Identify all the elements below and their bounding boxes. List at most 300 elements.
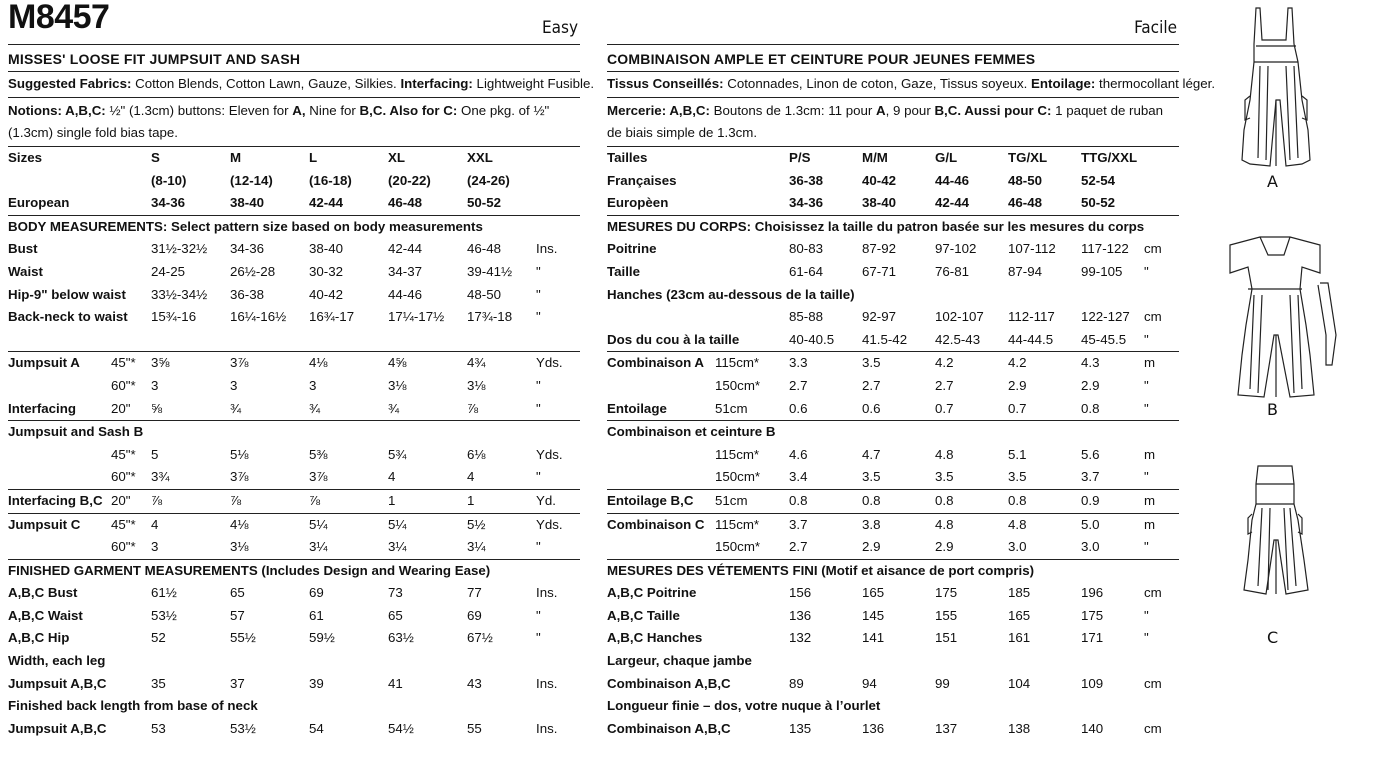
header-row <box>8 0 580 45</box>
value-cell: 117-122 <box>1081 241 1129 257</box>
table-row <box>8 352 580 375</box>
value-cell: 43 <box>467 675 482 691</box>
fabric-width: 150cm* <box>715 536 789 559</box>
value-cell: 171 <box>1081 630 1104 646</box>
value-cell: 44-46 <box>388 286 423 302</box>
value-cell: 42.5-43 <box>935 329 1008 352</box>
table-row <box>607 147 1179 170</box>
row-label <box>607 536 715 559</box>
fabric-width <box>111 627 151 650</box>
table-row <box>8 582 580 605</box>
row-label <box>8 444 111 467</box>
row-label <box>8 329 111 352</box>
unit-cell: " <box>1144 329 1179 352</box>
row-label: A,B,C Taille <box>607 607 680 623</box>
value-cell: 61 <box>309 607 324 623</box>
value-cell: 175 <box>1081 607 1104 623</box>
value-cell: 0.8 <box>862 489 935 513</box>
value-cell: (24-26) <box>467 172 510 188</box>
unit-cell: " <box>1144 263 1149 279</box>
value-cell: 0.7 <box>935 398 1008 421</box>
row-label: Bust <box>8 241 38 257</box>
row-label <box>607 306 715 329</box>
table-row <box>8 466 580 489</box>
table-row <box>607 306 1179 329</box>
value-cell: 3.4 <box>789 466 862 489</box>
value-cell: 17¾-18 <box>467 309 513 325</box>
value-cell: S <box>151 150 160 165</box>
value-cell: 156 <box>789 585 812 601</box>
unit-cell: " <box>1144 630 1149 646</box>
unit-cell <box>1144 192 1179 215</box>
value-cell: L <box>309 150 318 165</box>
value-cell: 45-45.5 <box>1081 329 1144 352</box>
unit-cell: cm <box>1144 585 1162 601</box>
table-row <box>8 627 580 650</box>
value-cell: 0.9 <box>1081 489 1144 513</box>
fabric-width <box>715 170 789 193</box>
value-cell: 42-44 <box>309 192 388 215</box>
table-row <box>607 170 1179 193</box>
table-row <box>8 536 580 559</box>
unit-cell: " <box>1144 536 1179 559</box>
value-cell: 3.7 <box>1081 466 1144 489</box>
row-label: Jumpsuit A <box>8 355 80 371</box>
value-cell: 54 <box>309 720 324 736</box>
unit-cell: " <box>536 536 580 559</box>
view-c-drawing-icon <box>1190 460 1380 640</box>
value-cell: 4 <box>388 466 467 489</box>
value-cell: (12-14) <box>230 172 273 188</box>
value-cell: 63½ <box>388 630 414 646</box>
table-row <box>8 215 580 238</box>
unit-cell: Ins. <box>536 720 558 736</box>
value-cell: (8-10) <box>151 172 187 188</box>
table-row <box>607 192 1179 215</box>
fabric-width: 51cm <box>715 398 789 421</box>
value-cell: 136 <box>862 720 885 736</box>
row-label: Combinaison C <box>607 516 705 532</box>
row-label: Françaises <box>607 172 677 188</box>
fabric-width <box>715 306 789 329</box>
value-cell: 4 <box>467 466 536 489</box>
table-row <box>607 466 1179 489</box>
value-cell: ¾ <box>230 398 309 421</box>
value-cell: 53 <box>151 720 166 736</box>
difficulty-level: Easy <box>541 18 578 38</box>
value-cell: 5.0 <box>1081 516 1100 532</box>
measurements-table-fr <box>607 147 1179 740</box>
view-b-drawing-icon <box>1190 225 1380 435</box>
table-row <box>607 605 1179 628</box>
fabric-width <box>715 192 789 215</box>
fabric-width <box>111 718 151 741</box>
table-row <box>8 605 580 628</box>
value-cell: 65 <box>230 585 245 601</box>
row-label: Tailles <box>607 150 648 165</box>
fabric-width: 150cm* <box>715 466 789 489</box>
value-cell: 36-38 <box>789 172 824 188</box>
value-cell <box>467 329 536 352</box>
value-cell: 2.7 <box>789 377 808 393</box>
value-cell: 55 <box>467 720 482 736</box>
value-cell: 44-44.5 <box>1008 329 1081 352</box>
value-cell: 132 <box>789 630 812 646</box>
table-row <box>607 352 1179 375</box>
unit-cell: " <box>536 607 541 623</box>
unit-cell: " <box>536 377 541 393</box>
value-cell: 3.0 <box>1081 536 1144 559</box>
unit-cell: " <box>536 263 541 279</box>
value-cell: TTG/XXL <box>1081 150 1138 165</box>
table-row <box>8 147 580 170</box>
value-cell: G/L <box>935 150 958 165</box>
row-label: Poitrine <box>607 241 657 257</box>
table-row <box>8 238 580 261</box>
unit-cell: " <box>536 630 541 646</box>
unit-cell: cm <box>1144 309 1162 325</box>
value-cell: (20-22) <box>388 172 431 188</box>
view-a-label: A <box>1267 172 1278 191</box>
value-cell: ⅞ <box>230 489 309 513</box>
unit-cell: cm <box>1144 241 1162 257</box>
value-cell: 3⅝ <box>151 355 170 371</box>
value-cell: 77 <box>467 585 482 601</box>
row-label: A,B,C Poitrine <box>607 585 697 601</box>
value-cell: 4.8 <box>935 516 954 532</box>
pattern-title: MISSES' LOOSE FIT JUMPSUIT AND SASH <box>8 45 580 72</box>
value-cell: 0.8 <box>1081 398 1144 421</box>
value-cell: 42-44 <box>388 241 423 257</box>
table-row <box>607 329 1179 352</box>
difficulty-level-fr: Facile <box>1134 18 1177 38</box>
value-cell: 69 <box>467 607 482 623</box>
unit-cell: " <box>536 466 580 489</box>
value-cell: 3⅞ <box>230 466 309 489</box>
row-label <box>8 375 111 398</box>
value-cell: M/M <box>862 150 888 165</box>
fabric-width <box>111 673 151 696</box>
value-cell: 3.5 <box>1008 466 1081 489</box>
fabric-width <box>715 147 789 170</box>
value-cell: 104 <box>1008 675 1031 691</box>
pattern-code: M8457 <box>8 0 110 36</box>
unit-cell: " <box>1144 466 1179 489</box>
suggested-fabrics: Suggested Fabrics: Cotton Blends, Cotton Lawn, Gauze, Silkies. Interfacing: Lightweight Fusible. <box>8 72 580 98</box>
table-row <box>607 627 1179 650</box>
value-cell: 3.5 <box>935 466 1008 489</box>
fabric-width: 60"* <box>111 536 151 559</box>
value-cell: 53½ <box>230 720 256 736</box>
row-label: Combinaison A,B,C <box>607 675 731 691</box>
value-cell: 61½ <box>151 585 177 601</box>
section-heading: MESURES DES VÉTEMENTS FINI (Motif et aisance de port compris) <box>607 562 1035 578</box>
unit-cell <box>536 329 580 352</box>
value-cell: 48-50 <box>467 286 502 302</box>
row-label: European <box>8 192 111 215</box>
row-label: A,B,C Bust <box>8 585 78 601</box>
unit-cell: Yd. <box>536 489 580 513</box>
unit-cell: " <box>536 286 541 302</box>
value-cell: 5¼ <box>309 516 328 532</box>
value-cell: 4⅝ <box>388 355 407 371</box>
value-cell: 112-117 <box>1008 309 1055 325</box>
value-cell: 4.3 <box>1081 355 1100 371</box>
section-heading: MESURES DU CORPS: Choisissez la taille du patron basée sur les mesures du corps <box>607 218 1145 234</box>
value-cell: (16-18) <box>309 172 352 188</box>
value-cell: 39 <box>309 675 324 691</box>
row-label <box>607 375 715 398</box>
value-cell: XXL <box>467 150 493 165</box>
value-cell: XL <box>388 150 405 165</box>
value-cell: 2.9 <box>1081 377 1100 393</box>
table-row <box>607 284 1179 307</box>
unit-cell: m <box>1144 446 1156 462</box>
value-cell: 44-46 <box>935 172 970 188</box>
value-cell: 55½ <box>230 630 256 646</box>
section-heading: Largeur, chaque jambe <box>607 653 752 669</box>
table-row <box>607 421 1179 444</box>
value-cell: 185 <box>1008 585 1031 601</box>
value-cell: 41.5-42 <box>862 329 935 352</box>
unit-cell: m <box>1144 489 1179 513</box>
row-label: Jumpsuit C <box>8 516 81 532</box>
value-cell: 4⅛ <box>230 516 249 532</box>
value-cell: 3.8 <box>862 516 881 532</box>
value-cell: 4.2 <box>935 355 954 371</box>
unit-cell: cm <box>1144 720 1162 736</box>
table-row <box>8 170 580 193</box>
value-cell: 3¼ <box>309 536 388 559</box>
row-label: Combinaison A,B,C <box>607 720 731 736</box>
value-cell: 69 <box>309 585 324 601</box>
value-cell: 41 <box>388 675 403 691</box>
value-cell: 5½ <box>467 516 486 532</box>
value-cell: 67½ <box>467 630 493 646</box>
table-row <box>607 559 1179 582</box>
value-cell: 99 <box>935 675 950 691</box>
fabric-width <box>715 605 789 628</box>
value-cell: 4⅛ <box>309 355 328 371</box>
value-cell: TG/XL <box>1008 150 1048 165</box>
unit-cell: Yds. <box>536 446 563 462</box>
value-cell: 3⅞ <box>309 466 388 489</box>
section-heading: Finished back length from base of neck <box>8 698 258 714</box>
fabric-width <box>111 329 151 352</box>
table-row <box>607 444 1179 467</box>
value-cell: 15¾-16 <box>151 309 197 325</box>
value-cell: 4.2 <box>1008 355 1027 371</box>
value-cell: 3 <box>230 377 238 393</box>
value-cell: 40-40.5 <box>789 329 862 352</box>
row-label <box>607 466 715 489</box>
value-cell: 5.6 <box>1081 446 1100 462</box>
table-row <box>8 398 580 421</box>
value-cell: 30-32 <box>309 263 344 279</box>
value-cell: 5⅜ <box>309 446 328 462</box>
unit-cell: Ins. <box>536 241 558 257</box>
value-cell: 5¾ <box>388 446 407 462</box>
view-c-label: C <box>1267 628 1279 647</box>
fabric-width: 150cm* <box>715 377 761 393</box>
row-label: Entoilage B,C <box>607 489 715 513</box>
value-cell: 2.9 <box>935 536 1008 559</box>
value-cell: 67-71 <box>862 263 897 279</box>
value-cell: 4.6 <box>789 446 808 462</box>
value-cell: 85-88 <box>789 309 824 325</box>
unit-cell: Ins. <box>536 675 558 691</box>
value-cell <box>309 329 388 352</box>
value-cell: 52-54 <box>1081 172 1116 188</box>
table-row <box>607 536 1179 559</box>
row-label: Europèen <box>607 192 715 215</box>
row-label: Interfacing B,C <box>8 489 111 513</box>
table-row <box>8 421 580 444</box>
row-label <box>8 466 111 489</box>
table-row <box>607 673 1179 696</box>
table-row <box>8 718 580 741</box>
value-cell: ⅝ <box>151 398 230 421</box>
view-b-label: B <box>1267 400 1278 419</box>
value-cell: 80-83 <box>789 241 824 257</box>
value-cell: 138 <box>1008 720 1031 736</box>
value-cell: 36-38 <box>230 286 265 302</box>
value-cell: 16¼-16½ <box>230 309 287 325</box>
value-cell: 24-25 <box>151 263 186 279</box>
value-cell: 33½-34½ <box>151 286 208 302</box>
value-cell: P/S <box>789 150 811 165</box>
row-label: Jumpsuit A,B,C <box>8 720 107 736</box>
fabric-width: 45"* <box>111 446 136 462</box>
value-cell: 2.7 <box>935 377 954 393</box>
row-label: A,B,C Waist <box>8 607 83 623</box>
unit-cell: Yds. <box>536 516 563 532</box>
value-cell: 42-44 <box>935 192 1008 215</box>
table-row <box>607 215 1179 238</box>
fabric-width <box>715 261 789 284</box>
table-row <box>607 398 1179 421</box>
value-cell: 3.0 <box>1008 536 1081 559</box>
value-cell: 140 <box>1081 720 1104 736</box>
fabric-width: 20" <box>111 489 151 513</box>
value-cell: 5⅛ <box>230 446 249 462</box>
unit-cell: " <box>536 309 541 325</box>
view-a-drawing-icon <box>1190 0 1380 200</box>
section-heading: Combinaison et ceinture B <box>607 424 776 440</box>
row-label: Sizes <box>8 150 43 165</box>
unit-cell: " <box>1144 607 1149 623</box>
row-label: Jumpsuit A,B,C <box>8 675 107 691</box>
value-cell: 3⅛ <box>230 536 309 559</box>
fabric-width <box>715 582 789 605</box>
table-row <box>607 513 1179 536</box>
suggested-fabrics-fr: Tissus Conseillés: Cotonnades, Linon de coton, Gaze, Tissus soyeux. Entoilage: thermocollant léger. <box>607 72 1179 98</box>
value-cell: 17¼-17½ <box>388 309 445 325</box>
value-cell: 4.8 <box>1008 516 1027 532</box>
value-cell: 145 <box>862 607 885 623</box>
value-cell: 4 <box>151 516 159 532</box>
section-heading: Jumpsuit and Sash B <box>8 424 144 440</box>
value-cell: 89 <box>789 675 804 691</box>
row-label: Waist <box>8 263 43 279</box>
value-cell: 87-94 <box>1008 263 1043 279</box>
fabric-width: 115cm* <box>715 516 760 532</box>
table-row <box>607 582 1179 605</box>
value-cell: 73 <box>388 585 403 601</box>
value-cell: 61-64 <box>789 263 824 279</box>
value-cell: 46-48 <box>1008 192 1081 215</box>
pattern-title-fr: COMBINAISON AMPLE ET CEINTURE POUR JEUNES FEMMES <box>607 45 1179 72</box>
fabric-width: 51cm <box>715 489 789 513</box>
value-cell: 3¼ <box>388 536 467 559</box>
value-cell: 4.8 <box>935 446 954 462</box>
value-cell: 26½-28 <box>230 263 276 279</box>
value-cell: 165 <box>862 585 885 601</box>
value-cell: 165 <box>1008 607 1031 623</box>
unit-cell <box>1144 170 1179 193</box>
unit-cell: m <box>1144 355 1156 371</box>
section-heading: BODY MEASUREMENTS: Select pattern size based on body measurements <box>8 218 483 234</box>
value-cell: 196 <box>1081 585 1104 601</box>
value-cell: 6⅛ <box>467 446 486 462</box>
fabric-width: 45"* <box>111 516 136 532</box>
fabric-width <box>111 147 151 170</box>
table-row <box>8 261 580 284</box>
value-cell: 65 <box>388 607 403 623</box>
notions: Notions: A,B,C: ½" (1.3cm) buttons: Eleven for A, Nine for B,C. Also for C: One pkg. of ½" (1.3cm) single fold bias tape. <box>8 98 580 147</box>
unit-cell: Ins. <box>536 585 558 601</box>
fabric-width: 115cm* <box>715 355 760 371</box>
value-cell: 31½-32½ <box>151 241 208 257</box>
header-row-fr <box>607 0 1179 45</box>
fabric-width <box>111 192 151 215</box>
value-cell: 5.1 <box>1008 446 1027 462</box>
value-cell: 38-40 <box>309 241 344 257</box>
value-cell: 57 <box>230 607 245 623</box>
value-cell: 0.6 <box>789 398 862 421</box>
unit-cell: cm <box>1144 675 1162 691</box>
unit-cell: Yds. <box>536 355 563 371</box>
table-row <box>8 284 580 307</box>
row-label: Entoilage <box>607 398 715 421</box>
value-cell: 50-52 <box>467 192 536 215</box>
value-cell <box>151 329 230 352</box>
value-cell: ¾ <box>309 398 388 421</box>
value-cell: 136 <box>789 607 812 623</box>
value-cell: 34-36 <box>789 192 862 215</box>
value-cell: 0.8 <box>935 489 1008 513</box>
table-row <box>8 673 580 696</box>
notions-fr: Mercerie: A,B,C: Boutons de 1.3cm: 11 pour A, 9 pour B,C. Aussi pour C: 1 paquet de ruban de biais simple de 1.3cm. <box>607 98 1179 147</box>
table-row <box>607 375 1179 398</box>
value-cell: 40-42 <box>862 172 897 188</box>
value-cell: 151 <box>935 630 958 646</box>
value-cell: ⅞ <box>467 398 536 421</box>
value-cell <box>230 329 309 352</box>
value-cell: 102-107 <box>935 309 984 325</box>
value-cell: 4.7 <box>862 446 881 462</box>
unit-cell: " <box>1144 398 1179 421</box>
table-row <box>8 513 580 536</box>
unit-cell <box>536 170 580 193</box>
row-label: Interfacing <box>8 398 111 421</box>
value-cell: 4¾ <box>467 355 486 371</box>
value-cell: 76-81 <box>935 263 970 279</box>
value-cell: 94 <box>862 675 877 691</box>
value-cell: 3 <box>151 377 159 393</box>
section-heading: Width, each leg <box>8 653 106 669</box>
value-cell: 107-112 <box>1008 241 1056 257</box>
